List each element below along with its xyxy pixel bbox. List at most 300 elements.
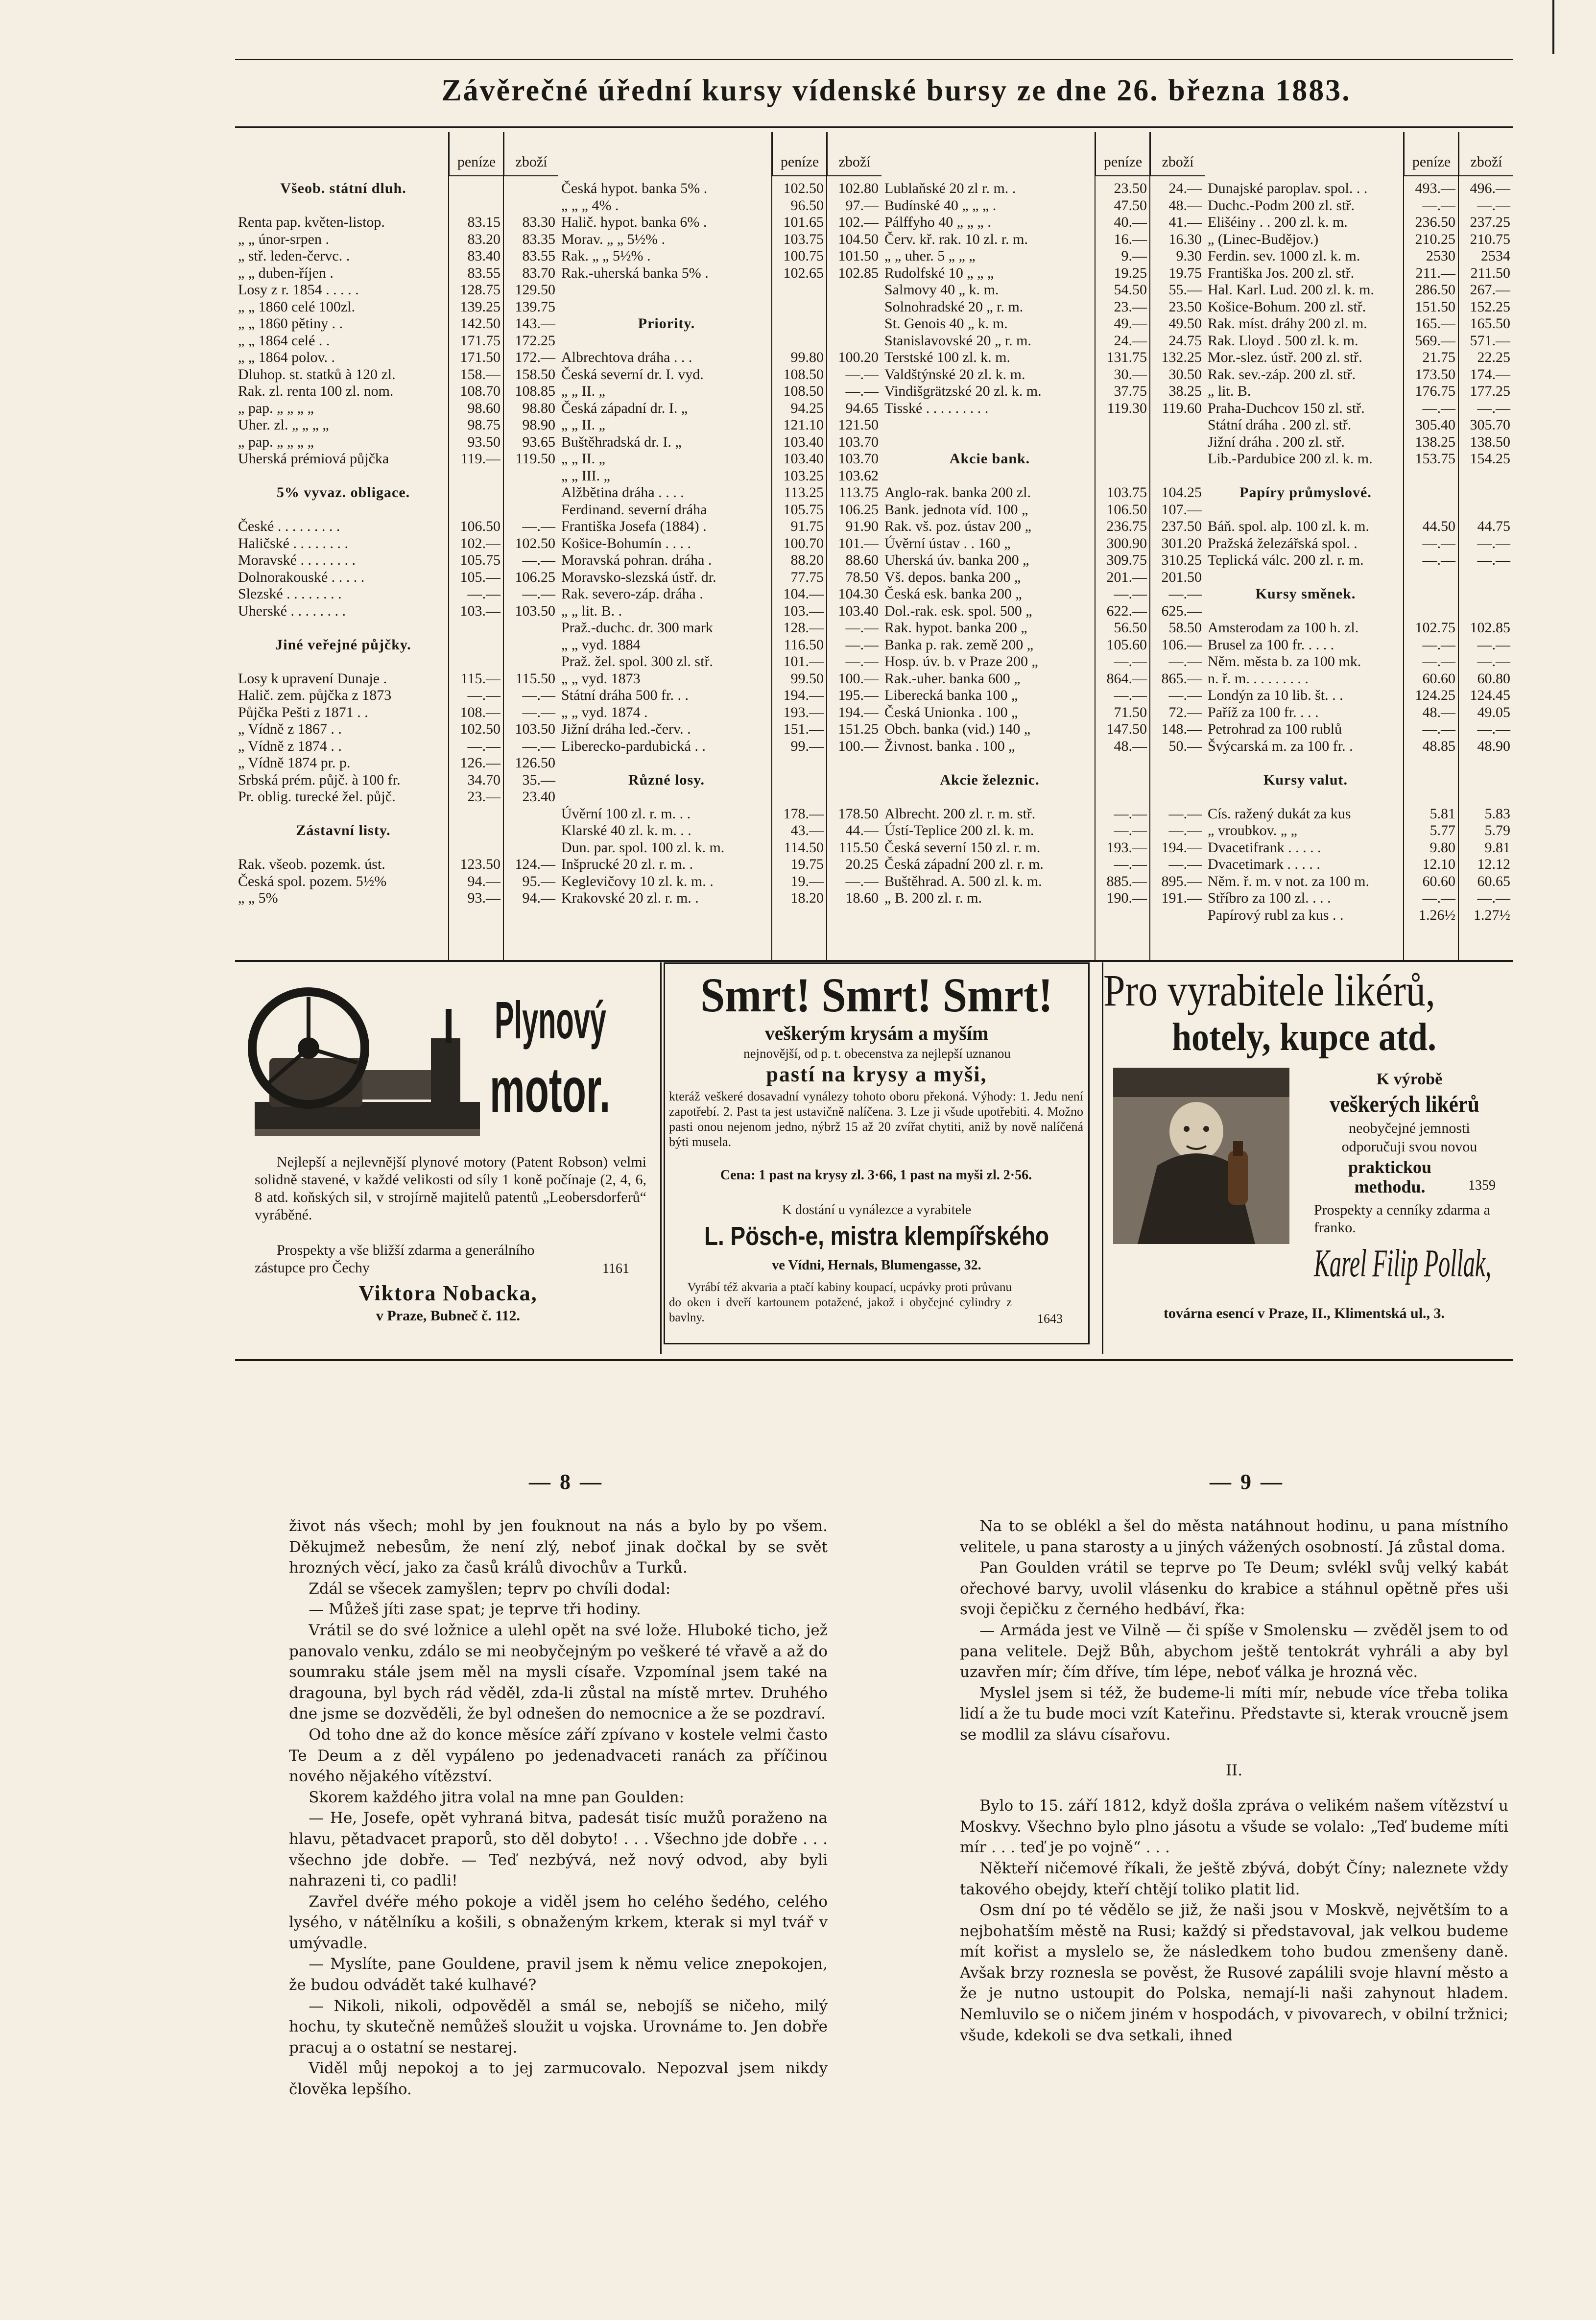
- money-price: 30.—: [1114, 366, 1147, 383]
- security-name: Rak. sev.-záp. 200 zl. stř.: [1208, 366, 1356, 383]
- goods-price: 496.—: [1470, 180, 1510, 196]
- goods-price: 115.50: [838, 839, 879, 856]
- money-price: 104.—: [783, 586, 824, 602]
- money-price: [1095, 772, 1150, 789]
- section-heading: Zástavní listy.: [296, 822, 391, 838]
- money-price: 83.15: [467, 214, 500, 230]
- money-price: 34.70: [467, 771, 500, 788]
- money-price: 98.75: [467, 417, 500, 433]
- security-name: Moravsko-slezská ústř. dr.: [561, 569, 716, 585]
- quote-row: [881, 518, 1205, 535]
- money-price: 23.50: [1114, 180, 1147, 196]
- quote-row: [235, 552, 558, 569]
- security-name: Státní dráha 500 fr. . .: [561, 687, 689, 703]
- goods-price: 103.40: [838, 602, 879, 619]
- section-heading-row: [1205, 772, 1513, 789]
- security-name: Švýcarská m. za 100 fr. .: [1208, 738, 1353, 754]
- money-price: 493.—: [1415, 180, 1455, 196]
- security-name: Solnohradské 20 „ r. m.: [884, 298, 1024, 315]
- paragraph: Na to se oblékl a šel do města natáhnout hodinu, u pana místního velitele, u pana starosty a u jiných vážených osobností. Já zůstal doma.: [960, 1517, 1508, 1556]
- security-name: Alžbětina dráha . . . .: [561, 484, 684, 501]
- quote-row: [881, 704, 1205, 721]
- goods-price: 41.—: [1168, 214, 1202, 230]
- money-price: 236.50: [1415, 214, 1455, 230]
- quote-row: [235, 603, 558, 620]
- quote-row: [235, 738, 558, 755]
- goods-price: [503, 620, 558, 637]
- rat-trap-ref: 1643: [1037, 1312, 1063, 1326]
- security-name: Tisské . . . . . . . . .: [884, 400, 989, 416]
- money-price: 12.10: [1422, 856, 1455, 872]
- goods-price: 97.—: [845, 197, 879, 214]
- security-name: Renta pap. květen-listop.: [238, 214, 385, 230]
- goods-price: 60.65: [1477, 873, 1510, 889]
- security-name: „ „ „ 4% .: [561, 197, 619, 214]
- money-price: 94.25: [790, 400, 824, 416]
- quote-row: [1205, 282, 1513, 299]
- quote-row: [235, 248, 558, 265]
- goods-price: 9.30: [1176, 248, 1202, 264]
- quote-row: [558, 637, 881, 654]
- quote-row: [1205, 231, 1513, 248]
- quote-row: [235, 349, 558, 366]
- section-heading-row: [235, 637, 558, 654]
- goods-price: 94.65: [845, 400, 879, 416]
- money-price: 309.75: [1106, 552, 1147, 568]
- money-price: 210.25: [1415, 231, 1455, 247]
- security-name: České . . . . . . . . .: [238, 518, 340, 534]
- quote-row: [558, 856, 881, 873]
- paragraph: Vrátil se do své ložnice a ulehl opět na své lože. Hluboké ticho, jež panovalo venku, zdálo se mi neobyčejným po veškeré té vřavě a až do soumraku stále jsem měl na mysli císaře. Vzpomínal jsem také na dragouna, byl bych rád věděl, zda-li zůstal na místě mrtev. Druhého dne jsme se dozvěděli, že byl odnešen do nemocnice a že se pozdraví.: [289, 1621, 828, 1723]
- money-price: 108.50: [783, 383, 824, 399]
- quote-row: [235, 586, 558, 603]
- quote-row: [558, 197, 881, 215]
- goods-price: [1150, 789, 1205, 806]
- security-name: Elišéiny . . 200 zl. k. m.: [1208, 214, 1348, 230]
- security-name: Státní dráha . 200 zl. stř.: [1208, 417, 1352, 433]
- goods-price: 305.70: [1470, 417, 1510, 433]
- security-name: Františka Jos. 200 zl. stř.: [1208, 264, 1355, 281]
- money-price: [449, 502, 503, 519]
- goods-price: 18.60: [845, 890, 879, 906]
- security-name: Vindišgrätzské 20 zl. k. m.: [884, 383, 1042, 399]
- security-name: [235, 468, 449, 485]
- quote-row: [1205, 653, 1513, 670]
- goods-price: [1458, 468, 1513, 485]
- goods-price: 154.25: [1470, 451, 1510, 467]
- quote-row: [558, 839, 881, 857]
- money-price: 201.—: [1106, 569, 1147, 585]
- security-name: [235, 620, 449, 637]
- section-heading-row: [235, 180, 558, 197]
- quote-row: [558, 518, 881, 535]
- money-price: —.—: [1114, 805, 1147, 822]
- goods-price: [1150, 451, 1205, 468]
- money-price: 60.60: [1422, 670, 1455, 687]
- quote-row: [235, 620, 558, 637]
- goods-price: [1150, 434, 1205, 451]
- security-name: Něm. města b. za 100 mk.: [1208, 653, 1361, 670]
- money-price: [1404, 586, 1458, 603]
- security-name: Uherská prémiová půjčka: [238, 451, 389, 467]
- money-price: 88.20: [790, 552, 824, 568]
- money-price: 190.—: [1106, 890, 1147, 906]
- money-price: 194.—: [783, 687, 824, 703]
- liqueur-prospekty: Prospekty a cenníky zdarma a franko.: [1314, 1202, 1490, 1236]
- goods-price: 172.25: [515, 332, 555, 349]
- security-name: n. ř. m. . . . . . . . .: [1208, 670, 1309, 687]
- goods-price: 172.—: [515, 349, 555, 365]
- goods-price: 119.50: [515, 451, 555, 467]
- section-heading-row: [558, 315, 881, 333]
- security-name: Teplická válc. 200 zl. r. m.: [1208, 552, 1364, 568]
- money-price: 5.81: [1429, 805, 1455, 822]
- header-rule: [772, 175, 881, 176]
- money-price: 19.25: [1114, 264, 1147, 281]
- quote-row: [881, 468, 1205, 485]
- quote-row: [1205, 248, 1513, 265]
- security-name: Rak. všeob. pozemk. úst.: [238, 856, 385, 872]
- quote-row: [881, 856, 1205, 873]
- goods-price: 88.60: [845, 552, 879, 568]
- goods-price: 1.27½: [1474, 907, 1510, 923]
- quote-row: [1205, 738, 1513, 755]
- column-header-goods: zboží: [1150, 132, 1205, 175]
- security-name: „ „ vyd. 1884: [561, 636, 641, 653]
- quote-row: [558, 214, 881, 231]
- quote-row: [881, 586, 1205, 603]
- goods-price: 103.70: [838, 451, 879, 467]
- security-name: Lib.-Pardubice 200 zl. k. m.: [1208, 451, 1373, 467]
- money-price: 885.—: [1106, 873, 1147, 889]
- goods-price: 104.30: [838, 586, 879, 602]
- money-price: 119.30: [1107, 400, 1147, 416]
- column-header-goods: zboží: [1458, 132, 1513, 175]
- security-name: Albrechtova dráha . . .: [561, 349, 692, 365]
- security-name: Stanislavovské 20 „ r. m.: [884, 332, 1031, 349]
- liqueur-k-vyrobe: K výrobě: [1376, 1070, 1443, 1088]
- quote-row: [235, 400, 558, 417]
- quote-row: [1205, 873, 1513, 890]
- money-price: 43.—: [790, 822, 824, 838]
- goods-price: —.—: [845, 620, 879, 636]
- security-name: Brusel za 100 fr. . . . .: [1208, 636, 1334, 653]
- goods-price: [503, 502, 558, 519]
- goods-price: 191.—: [1161, 890, 1202, 906]
- security-name: [558, 755, 772, 772]
- money-price: 47.50: [1114, 197, 1147, 214]
- money-price: 56.50: [1114, 620, 1147, 636]
- quote-row: [1205, 806, 1513, 823]
- goods-price: [1458, 772, 1513, 789]
- goods-price: 174.—: [1470, 366, 1510, 383]
- money-price: 93.—: [467, 890, 500, 906]
- liqueur-signature: Karel Filip Pollak,: [1314, 1242, 1492, 1285]
- money-price: 18.20: [790, 890, 824, 906]
- quote-row: [235, 704, 558, 721]
- gas-engine-illustration: [240, 980, 495, 1161]
- paragraph: — Myslíte, pane Gouldene, pravil jsem k němu velice znepokojen, že budou odvádět také kulhavé?: [289, 1955, 828, 1994]
- security-name: Vš. depos. banka 200 „: [884, 569, 1021, 585]
- security-name: Amsterodam za 100 h. zl.: [1208, 620, 1359, 636]
- goods-price: —.—: [1477, 653, 1510, 670]
- header-rule: [449, 175, 558, 176]
- money-price: 171.75: [460, 332, 500, 349]
- security-name: „ „ II. „: [561, 451, 605, 467]
- novel-text-left: [289, 1516, 828, 2100]
- money-price: 93.50: [467, 433, 500, 450]
- goods-price: 98.80: [522, 400, 555, 416]
- quote-row: [558, 873, 881, 890]
- gas-motor-body: Nejlepší a nejlevnější plynové motory (Patent Robson) velmi solidně stavené, v každé velikosti od síly 1 koně počínaje (2, 4, 6, 8 atd. koňských sil, v strojírně majitelů patentů „Leobersdorferů“ vyráběné.: [255, 1154, 646, 1223]
- money-price: [772, 789, 827, 806]
- money-price: 83.40: [467, 248, 500, 264]
- money-price: 569.—: [1415, 332, 1455, 349]
- quote-row: [558, 822, 881, 839]
- quote-row: [235, 451, 558, 468]
- goods-price: [1458, 484, 1513, 502]
- goods-price: 94.—: [522, 890, 555, 906]
- goods-price: 310.25: [1161, 552, 1202, 568]
- ad-liqueur: [1102, 962, 1503, 1354]
- money-price: 102.65: [783, 264, 824, 281]
- paragraph: — Armáda jest ve Vilně — či spíše v Smolensku — zvěděl jsem to od pana velitele. Dejž Bůh, abychom ještě tentokrát vyhráli a aby byl uzavřen mír; čím dříve, tím lépe, neboť válka je hrozná věc.: [960, 1621, 1508, 1681]
- money-price: —.—: [1422, 890, 1455, 906]
- security-name: Košice-Bohumín . . . .: [561, 535, 691, 551]
- quote-row: [1205, 383, 1513, 400]
- security-name: Buštěhradská dr. I. „: [561, 433, 682, 450]
- quote-row: [558, 552, 881, 569]
- quote-row: [235, 755, 558, 772]
- security-name: „ „ 1864 polov. .: [238, 349, 335, 365]
- paragraph: — Můžeš jíti zase spat; je teprve tři hodiny.: [309, 1601, 641, 1619]
- goods-price: 102.85: [1470, 620, 1510, 636]
- security-name: [1205, 755, 1404, 772]
- security-name: Česká esk. banka 200 „: [884, 586, 1022, 602]
- money-price: 19.—: [790, 873, 824, 889]
- money-price: [449, 839, 503, 857]
- money-price: 211.—: [1415, 264, 1455, 281]
- security-name: Dvacetimark . . . . .: [1208, 856, 1320, 872]
- money-price: [449, 197, 503, 215]
- paragraph: život nás všech; mohl by jen fouknout na nás a bylo by po všem. Děkujmež nebesům, že není zlý, neboť jinak dočkal by se svět hrozných věcí, jako za časů králů divochův a Turků.: [289, 1517, 828, 1577]
- paragraph: — Nikoli, nikoli, odpověděl a smál se, nebojíš se ničeho, milý hochu, ty skutečně nemůžeš sloužit u vojska. Urovnáme to. Jen dobře pracuj a o ostatní se nestarej.: [289, 1997, 828, 2057]
- goods-price: 98.90: [522, 417, 555, 433]
- security-name: Hosp. úv. b. v Praze 200 „: [884, 653, 1038, 670]
- goods-price: 95.—: [522, 873, 555, 889]
- goods-price: 12.12: [1477, 856, 1510, 872]
- goods-price: [503, 653, 558, 670]
- goods-price: 895.—: [1161, 873, 1202, 889]
- money-price: 300.90: [1106, 535, 1147, 551]
- money-price: 123.50: [460, 856, 500, 872]
- header-rule: [1404, 175, 1513, 176]
- money-price: 60.60: [1422, 873, 1455, 889]
- money-price: [1404, 468, 1458, 485]
- section-heading: Papíry průmyslové.: [1239, 484, 1372, 501]
- security-name: Valdštýnské 20 zl. k. m.: [884, 366, 1025, 383]
- quote-row: [235, 366, 558, 383]
- top-rule: [235, 59, 1513, 60]
- rat-trap-body: kteráž veškeré dosavadní vynálezy tohoto oboru překoná. Výhody: 1. Jedu není zapotřebí. 2. Past ta jest ustavičně nalíčena. 3. Lze ji všude upotřebiti. 4. Možno pasti onou nejenom jedno, nýbrž 15 až 20 zvířat chytiti, aniž by nově nalíčená býti musela.: [669, 1089, 1083, 1149]
- quote-row: [558, 569, 881, 586]
- goods-price: 210.75: [1470, 231, 1510, 247]
- security-name: Dluhop. st. statků à 120 zl.: [238, 366, 396, 383]
- liqueur-address: továrna esencí v Praze, II., Klimentská ul., 3.: [1163, 1305, 1445, 1321]
- security-name: „ „ únor-srpen .: [238, 231, 329, 247]
- security-name: Dunajské paroplav. spol. . .: [1208, 180, 1368, 196]
- page-number-left: — 8 —: [529, 1470, 603, 1494]
- goods-price: —.—: [845, 653, 879, 670]
- goods-price: 106.25: [515, 569, 555, 585]
- goods-price: 23.50: [1168, 298, 1202, 315]
- money-price: 96.50: [790, 197, 824, 214]
- liqueur-recommend: odporučuji svou novou: [1341, 1139, 1477, 1155]
- money-price: 158.—: [460, 366, 500, 383]
- money-price: 37.75: [1114, 383, 1147, 399]
- quote-row: [1205, 197, 1513, 215]
- quote-row: [235, 856, 558, 873]
- money-price: —.—: [1114, 822, 1147, 838]
- money-price: 23.—: [1114, 298, 1147, 315]
- goods-price: [503, 637, 558, 654]
- security-name: Halič. hypot. banka 6% .: [561, 214, 707, 230]
- quote-row: [1205, 518, 1513, 535]
- money-price: [1095, 451, 1150, 468]
- goods-price: 100.—: [838, 738, 879, 754]
- quote-row: [558, 806, 881, 823]
- money-price: 114.50: [784, 839, 824, 856]
- security-name: Rak. Lloyd . 500 zl. k. m.: [1208, 332, 1358, 349]
- goods-price: [1458, 789, 1513, 806]
- section-heading-row: [881, 772, 1205, 789]
- quote-row: [1205, 822, 1513, 839]
- ad-rat-trap: [664, 962, 1090, 1344]
- goods-price: 83.30: [522, 214, 555, 230]
- header-rule: [1095, 175, 1205, 176]
- money-price: 102.75: [1415, 620, 1455, 636]
- money-price: [449, 653, 503, 670]
- money-price: 103.40: [783, 451, 824, 467]
- security-name: [235, 502, 449, 519]
- column-header-money: peníze: [1404, 132, 1458, 175]
- goods-price: 9.81: [1484, 839, 1510, 856]
- money-price: [772, 772, 827, 789]
- goods-price: [503, 822, 558, 839]
- quote-row: [881, 653, 1205, 670]
- quote-row: [558, 282, 881, 299]
- money-price: 105.75: [783, 501, 824, 518]
- goods-price: 2534: [1481, 248, 1510, 264]
- goods-price: —.—: [522, 518, 555, 534]
- goods-price: 158.50: [515, 366, 555, 383]
- quote-row: [881, 248, 1205, 265]
- security-name: [558, 333, 772, 350]
- gas-motor-title-2: motor.: [490, 1054, 611, 1125]
- rat-trap-headline: Smrt! Smrt! Smrt!: [700, 968, 1053, 1022]
- quote-row: [1205, 637, 1513, 654]
- quote-row: [1205, 333, 1513, 350]
- goods-price: 201.50: [1161, 569, 1202, 585]
- quote-row: [881, 789, 1205, 806]
- quote-row: [881, 366, 1205, 383]
- goods-price: 103.70: [838, 433, 879, 450]
- security-name: Liberecká banka 100 „: [884, 687, 1018, 703]
- security-name: Rak.-uher. banka 600 „: [884, 670, 1021, 687]
- security-name: [1205, 502, 1404, 519]
- quote-row: [1205, 265, 1513, 282]
- money-price: [1095, 434, 1150, 451]
- quote-row: [558, 417, 881, 434]
- quote-row: [1205, 400, 1513, 417]
- goods-price: 103.50: [515, 602, 555, 619]
- money-price: 9.—: [1121, 248, 1147, 264]
- goods-price: 78.50: [845, 569, 879, 585]
- section-heading-row: [1205, 586, 1513, 603]
- quote-row: [1205, 687, 1513, 704]
- money-price: 165.—: [1415, 315, 1455, 332]
- goods-price: [1458, 569, 1513, 586]
- security-name: Morav. „ „ 5½% .: [561, 231, 666, 247]
- money-price: 103.75: [783, 231, 824, 247]
- goods-price: 24.75: [1168, 332, 1202, 349]
- security-name: Moravská pohran. dráha .: [561, 552, 712, 568]
- quote-row: [558, 704, 881, 721]
- money-price: 102.—: [460, 535, 500, 551]
- money-price: 171.50: [460, 349, 500, 365]
- quote-row: [558, 349, 881, 366]
- goods-price: 113.75: [838, 484, 879, 501]
- security-name: Rak. vš. poz. ústav 200 „: [884, 518, 1031, 534]
- title-underline: [235, 126, 1513, 128]
- rat-trap-sub: veškerým krysám a myším: [764, 1022, 989, 1044]
- goods-price: 38.25: [1168, 383, 1202, 399]
- goods-price: 23.40: [522, 789, 555, 805]
- quote-row: [1205, 704, 1513, 721]
- section-heading: Různé losy.: [628, 771, 705, 788]
- money-price: 622.—: [1106, 602, 1147, 619]
- rat-trap-product: pastí na krysy a myši,: [766, 1062, 987, 1086]
- security-name: Rak. severo-záp. dráha .: [561, 586, 703, 602]
- goods-price: 115.50: [515, 670, 555, 687]
- goods-price: [503, 180, 558, 197]
- quote-row: [235, 670, 558, 688]
- chapter-heading: II.: [1225, 1761, 1243, 1779]
- security-name: [558, 789, 772, 806]
- money-price: —.—: [1114, 856, 1147, 872]
- gas-motor-prospekty: Prospekty a vše bližší zdarma a generálního zástupce pro Čechy: [255, 1242, 535, 1276]
- rat-trap-dostani: K dostání u vynálezce a vyrabitele: [782, 1202, 972, 1218]
- quote-row: [881, 721, 1205, 738]
- security-name: Rudolfské 10 „ „ „: [884, 264, 994, 281]
- section-heading: Jiné veřejné půjčky.: [275, 636, 411, 653]
- money-price: 151.—: [783, 721, 824, 737]
- goods-price: —.—: [1477, 721, 1510, 737]
- money-price: 101.—: [783, 653, 824, 670]
- money-price: 108.70: [460, 383, 500, 399]
- quote-row: [1205, 315, 1513, 333]
- novel-text-right: [960, 1516, 1508, 2046]
- goods-price: [1150, 772, 1205, 789]
- security-name: Halič. zem. půjčka z 1873: [238, 687, 392, 703]
- quote-row: [235, 197, 558, 215]
- security-name: „ Vídně z 1874 . .: [238, 738, 342, 754]
- section-heading: Kursy valut.: [1263, 771, 1348, 788]
- goods-price: —.—: [845, 366, 879, 383]
- security-name: Cís. ražený dukát za kus: [1208, 805, 1351, 822]
- money-price: —.—: [1422, 535, 1455, 551]
- security-name: [1205, 603, 1404, 620]
